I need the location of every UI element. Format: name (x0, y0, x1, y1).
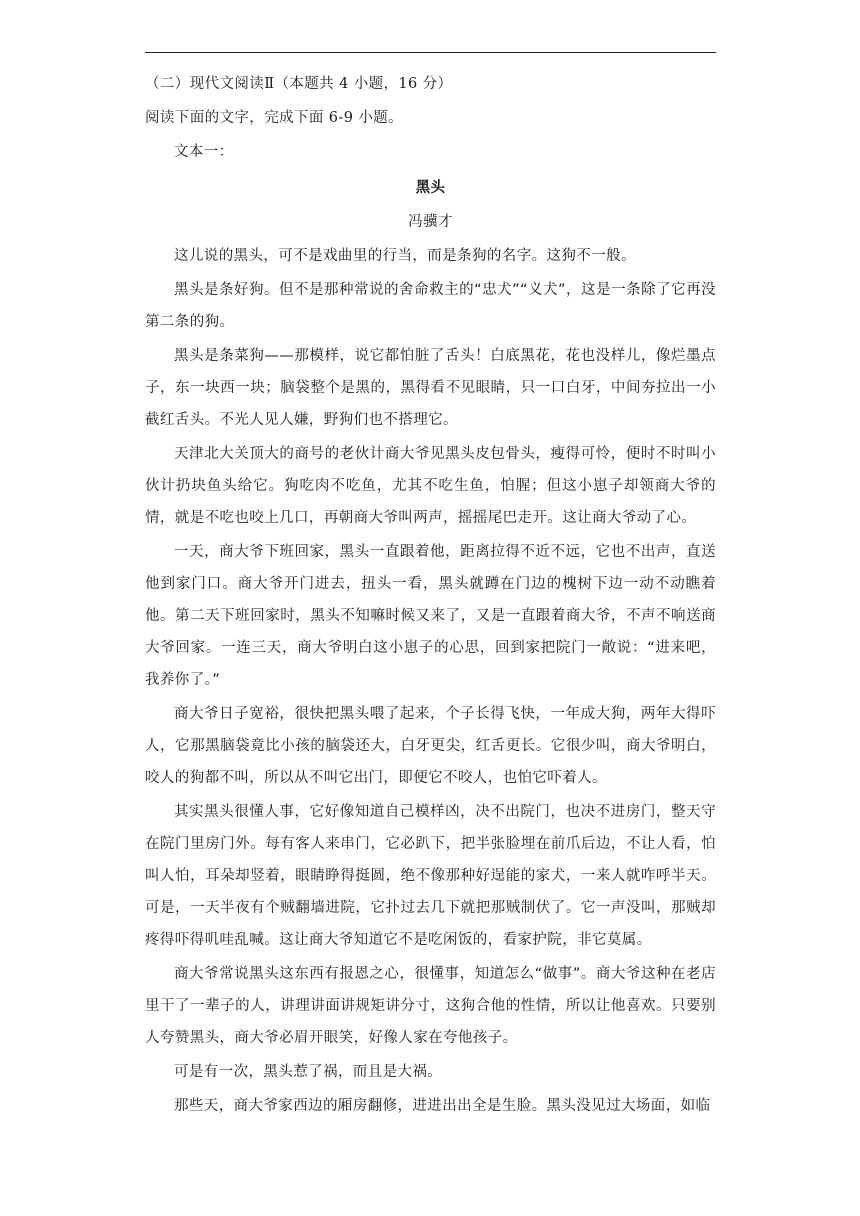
article-paragraph: 可是有一次，黑头惹了祸，而且是大祸。 (174, 1064, 443, 1080)
article-paragraph: 黑头是条菜狗——那模样，说它都怕脏了舌头！白底黑花，花也没样儿，像烂墨点子，东一块西一块；脑袋整个是黑的，黑得看不见眼睛，只一口白牙，中间夯拉出一小截红舌头。不光人见人嫌，野狗们也不搭理它。 (145, 348, 716, 428)
section-heading: （二）现代文阅读Ⅱ（本题共 4 小题，16 分） (145, 76, 453, 92)
document-body (145, 68, 716, 1124)
article-paragraph: 商大爷常说黑头这东西有报恩之心，很懂事，知道怎么“做事”。商大爷这种在老店里干了一辈子的人，讲理讲面讲规矩讲分寸，这狗合他的性情，所以让他喜欢。只要别人夸赞黑头，商大爷必眉开眼笑，好像人家在夸他孩子。 (145, 966, 716, 1046)
article-paragraph: 其实黑头很懂人事，它好像知道自己模样凶，决不出院门，也决不进房门，整天守在院门里房门外。每有客人来串门，它必趴下，把半张脸埋在前爪后边，不让人看，怕叫人怕，耳朵却竖着，眼睛睁得挺圆，绝不像那种好逞能的家犬，一来人就咋呼半天。可是，一天半夜有个贼翻墙进院，它扑过去几下就把那贼制伏了。它一声没叫，那贼却疼得吓得叽哇乱喊。这让商大爷知道它不是吃闲饭的，看家护院，非它莫属。 (145, 804, 716, 948)
article-paragraph: 黑头是条好狗。但不是那种常说的舍命救主的“忠犬”“义犬”，这是一条除了它再没第二条的狗。 (145, 282, 716, 330)
article-paragraph: 那些天，商大爷家西边的厢房翻修，进进出出全是生脸。黑头没见过大场面，如临 (174, 1098, 711, 1114)
header-rule (145, 52, 716, 53)
article-author: 冯骥才 (408, 214, 453, 230)
article-paragraph: 这儿说的黑头，可不是戏曲里的行当，而是条狗的名字。这狗不一般。 (174, 248, 636, 264)
article-paragraph: 商大爷日子宽裕，很快把黑头喂了起来，个子长得飞快，一年成大狗，两年大得吓人，它那黑脑袋竟比小孩的脑袋还大，白牙更尖，红舌更长。它很少叫，商大爷明白，咬人的狗都不叫，所以从不叫它出门，即便它不咬人，也怕它吓着人。 (145, 706, 716, 786)
article-title: 黑头 (415, 179, 446, 196)
reading-instruction: 阅读下面的文字，完成下面 6-9 小题。 (145, 110, 404, 126)
article-paragraph: 天津北大关顶大的商号的老伙计商大爷见黑头皮包骨头，瘦得可怜，便时不时叫小伙计扔块鱼头给它。狗吃肉不吃鱼，尤其不吃生鱼，怕腥；但这小崽子却领商大爷的情，就是不吃也咬上几口，再朝商大爷叫两声，摇摇尾巴走开。这让商大爷动了心。 (145, 446, 716, 526)
article-paragraph: 一天，商大爷下班回家，黑头一直跟着他，距离拉得不近不远，它也不出声，直送他到家门口。商大爷开门进去，扭头一看，黑头就蹲在门边的槐树下边一动不动瞧着他。第二天下班回家时，黑头不知嘛时候又来了，又是一直跟着商大爷，不声不响送商大爷回家。一连三天，商大爷明白这小崽子的心思，回到家把院门一敞说：“进来吧，我养你了。” (145, 544, 716, 688)
text-label: 文本一： (174, 144, 234, 160)
